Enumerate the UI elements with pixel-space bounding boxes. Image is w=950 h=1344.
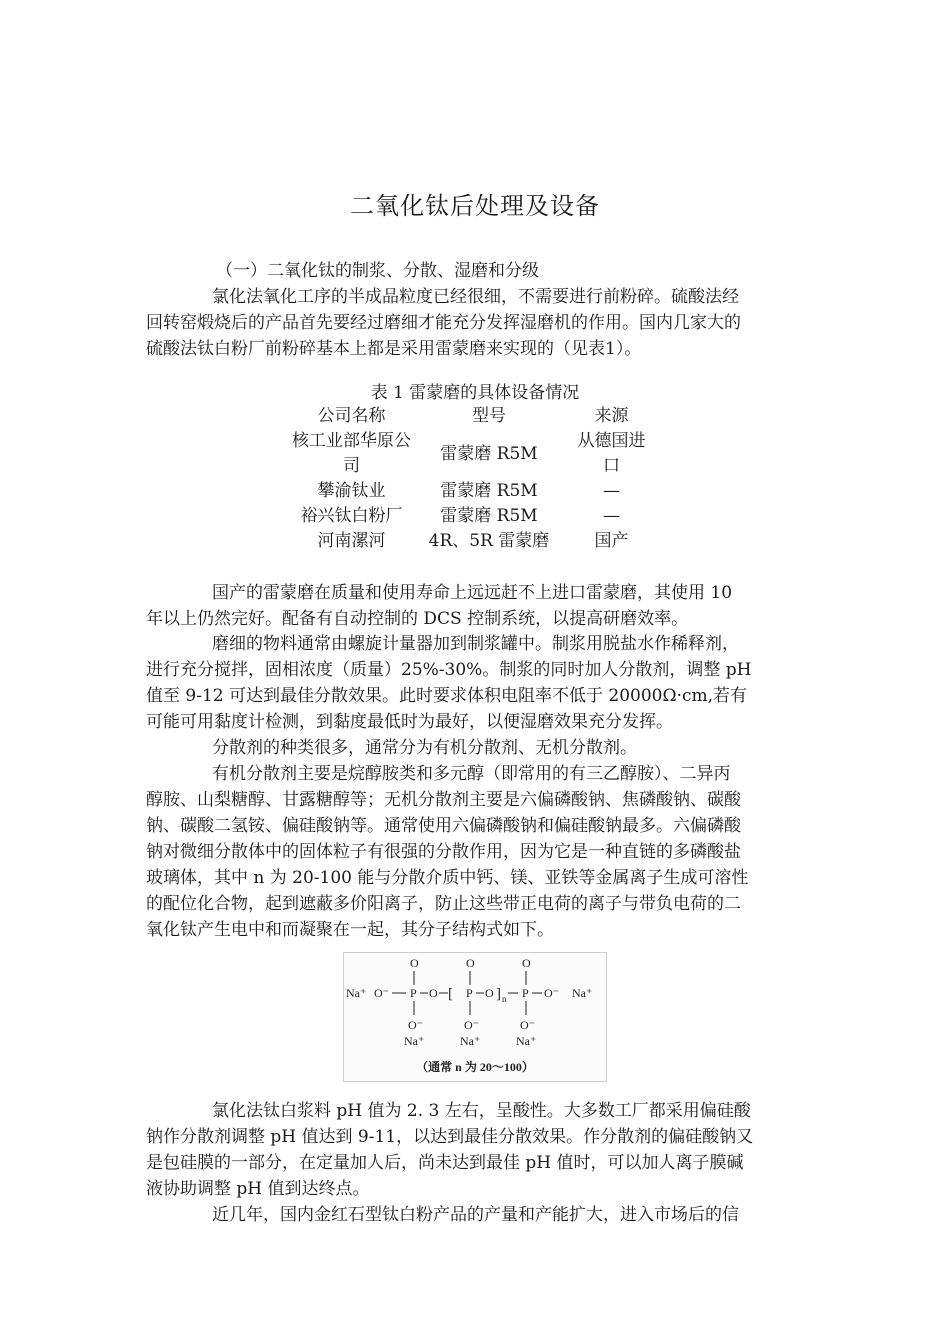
cell-text: 从德国进	[577, 431, 646, 451]
formula-na-bottom: Na⁺	[516, 1034, 537, 1048]
table-row	[284, 504, 664, 529]
formula-subscript-n: n	[502, 994, 507, 1004]
paragraph-line: 钠、碳酸二氢铵、偏硅酸钠等。通常使用六偏磷酸钠和偏硅酸钠最多。六偏磷酸	[146, 816, 741, 836]
cell-text: 口	[603, 456, 620, 476]
formula-o-top: O	[410, 956, 419, 970]
table-cell-company	[284, 429, 419, 479]
formula-p: P	[522, 986, 529, 1000]
paragraph-line: 是包硅膜的一部分，在定量加人后，尚未达到最佳 pH 值时，可以加人离子膜碱	[146, 1153, 744, 1173]
formula-o-minus: O⁻	[520, 1018, 535, 1032]
formula-na-left: Na⁺	[346, 986, 367, 1000]
table-header-cell: 型号	[472, 406, 506, 426]
table-cell-source: 国产	[594, 531, 629, 551]
paragraph-line: 分散剂的种类很多，通常分为有机分散剂、无机分散剂。	[212, 738, 637, 758]
formula-o: O	[429, 986, 438, 1000]
paragraph-line: 可能可用黏度计检测，到黏度最低时为最好，以便湿磨效果充分发挥。	[146, 712, 673, 732]
table-cell-company: 河南漯河	[317, 531, 386, 551]
formula-svg	[344, 953, 606, 1081]
paragraph-line: 液协助调整 pH 值到达终点。	[146, 1179, 370, 1199]
paragraph-line: 钠作分散剂调整 pH 值达到 9-11，以达到最佳分散效果。作分散剂的偏硅酸钠又	[146, 1127, 754, 1147]
table-cell-model: 雷蒙磨 R5M	[440, 506, 538, 526]
formula-o-minus: O⁻	[464, 1018, 479, 1032]
formula-o-top: O	[522, 956, 531, 970]
formula-na-right: Na⁺	[572, 986, 593, 1000]
table-cell-model: 雷蒙磨 R5M	[440, 443, 538, 464]
paragraph-line: 氯化法钛白浆料 pH 值为 2. 3 左右，呈酸性。大多数工厂都采用偏硅酸	[212, 1101, 751, 1121]
paragraph-line: 值至 9-12 可达到最佳分散效果。此时要求体积电阻率不低于 20000Ω·cm,若有	[146, 686, 748, 706]
table-cell-company: 攀渝钛业	[317, 481, 386, 501]
table-row	[284, 429, 664, 479]
paragraph-4	[146, 735, 810, 761]
table-caption: 表 1 雷蒙磨的具体设备情况	[370, 383, 580, 403]
equipment-table	[284, 404, 664, 554]
table-cell-company: 裕兴钛白粉厂	[300, 506, 403, 526]
paragraph-line: 硫酸法钛白粉厂前粉碎基本上都是采用雷蒙磨来实现的（见表1）。	[146, 339, 642, 359]
paragraph-line: 国产的雷蒙磨在质量和使用寿命上远远赶不上进口雷蒙磨，其使用 10	[212, 583, 733, 603]
table-header-row	[284, 404, 664, 429]
paragraph-7	[146, 1202, 810, 1228]
formula-o-minus: O⁻	[544, 986, 559, 1000]
formula-caption: （通常 n 为 20～100）	[416, 1060, 534, 1074]
section-heading-block	[146, 258, 810, 284]
paragraph-6	[146, 1098, 810, 1202]
paragraph-line: 的配位化合物，起到遮蔽多价阳离子，防止这些带正电荷的离子与带负电荷的二	[146, 894, 741, 914]
table-header-cell: 公司名称	[317, 406, 386, 426]
formula-p: P	[410, 986, 417, 1000]
paragraph-3	[146, 631, 810, 735]
paragraph-line: 年以上仍然完好。配备有自动控制的 DCS 控制系统，以提高研磨效率。	[146, 609, 689, 629]
table-cell-model: 4R、5R 雷蒙磨	[428, 531, 550, 551]
paragraph-line: 回转窑煅烧后的产品首先要经过磨细才能充分发挥湿磨机的作用。国内几家大的	[146, 313, 741, 333]
paragraph-line: 氧化钛产生电中和而凝聚在一起，其分子结构式如下。	[146, 920, 554, 940]
section-heading: （一）二氧化钛的制浆、分散、湿磨和分级	[216, 261, 539, 281]
paragraph-5	[146, 761, 810, 943]
formula-bracket-close: ]	[496, 986, 501, 1002]
cell-text: 核工业部华原公	[292, 431, 411, 451]
table-cell-model: 雷蒙磨 R5M	[440, 481, 538, 501]
formula-na-bottom: Na⁺	[404, 1034, 425, 1048]
formula-o-minus: O⁻	[374, 986, 389, 1000]
paragraph-2	[146, 580, 810, 632]
paragraph-line: 醇胺、山梨糖醇、甘露糖醇等；无机分散剂主要是六偏磷酸钠、焦磷酸钠、碳酸	[146, 790, 741, 810]
paragraph-1	[146, 284, 810, 362]
molecular-structure-figure	[343, 952, 607, 1082]
paragraph-line: 有机分散剂主要是烷醇胺类和多元醇（即常用的有三乙醇胺）、二异丙	[212, 764, 731, 784]
table-header-cell: 来源	[594, 406, 629, 426]
formula-o: O	[485, 986, 494, 1000]
table-cell-source	[559, 429, 664, 479]
formula-na-bottom: Na⁺	[460, 1034, 481, 1048]
table-cell-source: —	[603, 506, 620, 526]
paragraph-line: 氯化法氧化工序的半成品粒度已经很细，不需要进行前粉碎。硫酸法经	[212, 287, 739, 307]
paragraph-line: 磨细的物料通常由螺旋计量器加到制浆罐中。制浆用脱盐水作稀释剂，	[212, 634, 739, 654]
cell-text: 司	[343, 456, 360, 476]
paragraph-line: 玻璃体，其中 n 为 20-100 能与分散介质中钙、镁、亚铁等金属离子生成可溶性	[146, 868, 749, 888]
formula-p: P	[466, 986, 473, 1000]
paragraph-line: 近几年，国内金红石型钛白粉产品的产量和产能扩大，进入市场后的信	[212, 1205, 739, 1225]
formula-o-minus: O⁻	[408, 1018, 423, 1032]
table-row	[284, 479, 664, 504]
paragraph-line: 钠对微细分散体中的固体粒子有很强的分散作用，因为它是一种直链的多磷酸盐	[146, 842, 741, 862]
formula-o-top: O	[466, 956, 475, 970]
formula-bracket-open: [	[448, 986, 453, 1002]
table-row	[284, 529, 664, 554]
table-cell-source: —	[603, 481, 620, 501]
paragraph-line: 进行充分搅拌，固相浓度（质量）25%-30%。制浆的同时加人分散剂，调整 pH	[146, 660, 752, 680]
document-title: 二氧化钛后处理及设备	[350, 192, 600, 220]
